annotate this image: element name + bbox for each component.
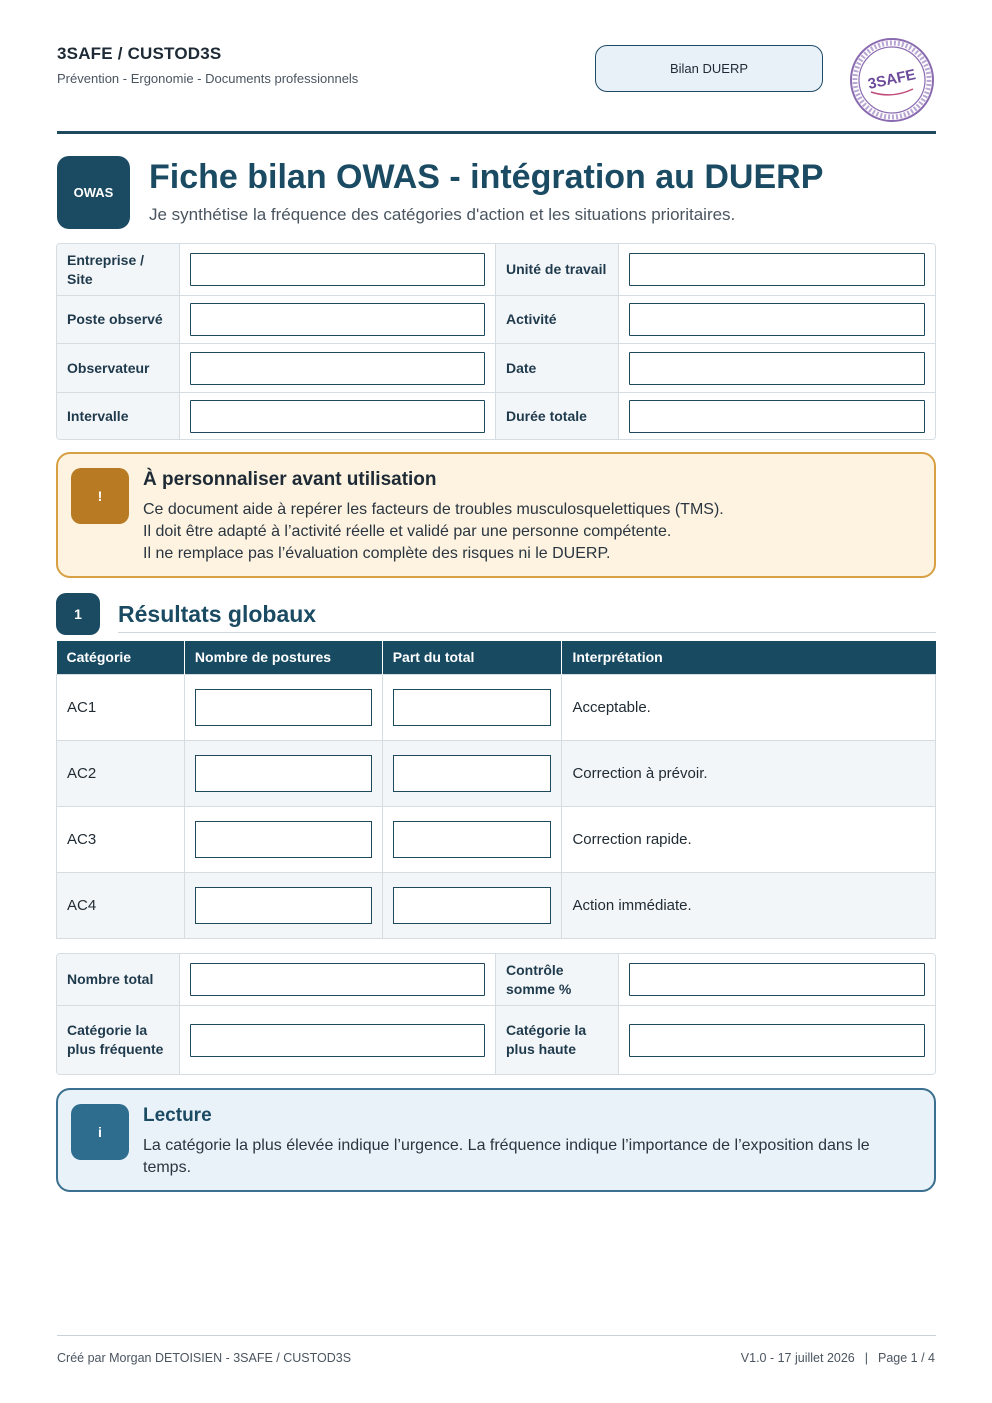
company-seal-logo <box>849 37 935 123</box>
form-row <box>57 343 935 392</box>
info-title: Lecture <box>143 1105 212 1126</box>
warning-line: Ce document aide à repérer les facteurs de troubles musculosquelettiques (TMS). <box>143 501 724 518</box>
table-header-row <box>57 641 936 674</box>
column-header-posture-count: Nombre de postures <box>184 641 382 674</box>
observed-post-field[interactable] <box>190 303 485 336</box>
footer-separator: | <box>864 1351 868 1365</box>
share-field[interactable] <box>393 689 552 726</box>
section-divider <box>118 632 936 633</box>
sum-check-label: Contrôle somme % <box>496 954 619 1005</box>
activity-field[interactable] <box>629 303 925 336</box>
footer-version: V1.0 - 17 juillet 2026 <box>740 1351 855 1365</box>
form-row <box>57 954 935 1005</box>
date-field[interactable] <box>629 352 925 385</box>
summary-form <box>56 953 936 1075</box>
document-type-badge: Bilan DUERP <box>595 45 823 92</box>
form-row <box>57 244 935 295</box>
reading-info-box <box>56 1088 936 1192</box>
warning-line: Il ne remplace pas l’évaluation complète des risques ni le DUERP. <box>143 545 611 562</box>
posture-count-field[interactable] <box>195 755 372 792</box>
page-header <box>57 44 358 86</box>
column-header-interpretation: Interprétation <box>562 641 936 674</box>
page-title: Fiche bilan OWAS - intégration au DUERP <box>149 158 824 196</box>
posture-count-field[interactable] <box>195 887 372 924</box>
form-row <box>57 1005 935 1074</box>
form-row <box>57 392 935 439</box>
category-cell: AC2 <box>57 740 185 806</box>
info-body: La catégorie la plus élevée indique l’urgence. La fréquence indique l’importance de l’exposition dans le temps. <box>143 1137 870 1176</box>
share-field[interactable] <box>393 887 552 924</box>
footer-author: Créé par Morgan DETOISIEN - 3SAFE / CUSTOD3S <box>57 1351 352 1365</box>
brand-name: 3SAFE / CUSTOD3S <box>57 44 222 63</box>
customization-warning <box>56 452 936 578</box>
posture-count-field[interactable] <box>195 821 372 858</box>
section-number-badge: 1 <box>56 593 100 635</box>
activity-label: Activité <box>496 296 619 343</box>
footer-divider <box>57 1335 936 1336</box>
date-label: Date <box>496 344 619 392</box>
interval-label: Intervalle <box>57 393 180 439</box>
highest-category-field[interactable] <box>629 1024 925 1057</box>
interpretation-cell: Correction rapide. <box>562 806 936 872</box>
observer-label: Observateur <box>57 344 180 392</box>
category-cell: AC1 <box>57 674 185 740</box>
column-header-category: Catégorie <box>57 641 185 674</box>
footer-meta <box>741 1351 935 1365</box>
warning-icon: ! <box>71 468 129 524</box>
table-row <box>57 740 936 806</box>
work-unit-field[interactable] <box>629 253 925 286</box>
svg-text:3SAFE: 3SAFE <box>866 66 918 93</box>
footer-page-number: Page 1 / 4 <box>878 1351 935 1365</box>
identification-form <box>56 243 936 440</box>
warning-line: Il doit être adapté à l’activité réelle et validé par une personne compétente. <box>143 523 672 540</box>
sum-check-field[interactable] <box>629 963 925 996</box>
interpretation-cell: Acceptable. <box>562 674 936 740</box>
section-title: Résultats globaux <box>118 601 317 627</box>
owas-badge: OWAS <box>57 156 130 229</box>
results-table <box>56 641 936 939</box>
total-duration-label: Durée totale <box>496 393 619 439</box>
highest-category-label: Catégorie la plus haute <box>496 1006 619 1074</box>
work-unit-label: Unité de travail <box>496 244 619 295</box>
most-frequent-category-label: Catégorie la plus fréquente <box>57 1006 180 1074</box>
category-cell: AC4 <box>57 872 185 938</box>
form-row <box>57 295 935 343</box>
page-subtitle: Je synthétise la fréquence des catégories d'action et les situations prioritaires. <box>149 205 736 224</box>
warning-body <box>143 499 913 565</box>
share-field[interactable] <box>393 755 552 792</box>
warning-title: À personnaliser avant utilisation <box>143 469 437 490</box>
company-site-label: Entreprise / Site <box>57 244 180 295</box>
interpretation-cell: Correction à prévoir. <box>562 740 936 806</box>
total-count-label: Nombre total <box>57 954 180 1005</box>
total-count-field[interactable] <box>190 963 485 996</box>
observer-field[interactable] <box>190 352 485 385</box>
share-field[interactable] <box>393 821 552 858</box>
posture-count-field[interactable] <box>195 689 372 726</box>
header-divider <box>57 131 936 134</box>
observed-post-label: Poste observé <box>57 296 180 343</box>
total-duration-field[interactable] <box>629 400 925 433</box>
table-row <box>57 674 936 740</box>
category-cell: AC3 <box>57 806 185 872</box>
table-row <box>57 806 936 872</box>
interval-field[interactable] <box>190 400 485 433</box>
interpretation-cell: Action immédiate. <box>562 872 936 938</box>
column-header-share: Part du total <box>382 641 562 674</box>
brand-tagline: Prévention - Ergonomie - Documents professionnels <box>57 71 359 86</box>
company-site-field[interactable] <box>190 253 485 286</box>
table-row <box>57 872 936 938</box>
most-frequent-category-field[interactable] <box>190 1024 485 1057</box>
info-icon: i <box>71 1104 129 1160</box>
